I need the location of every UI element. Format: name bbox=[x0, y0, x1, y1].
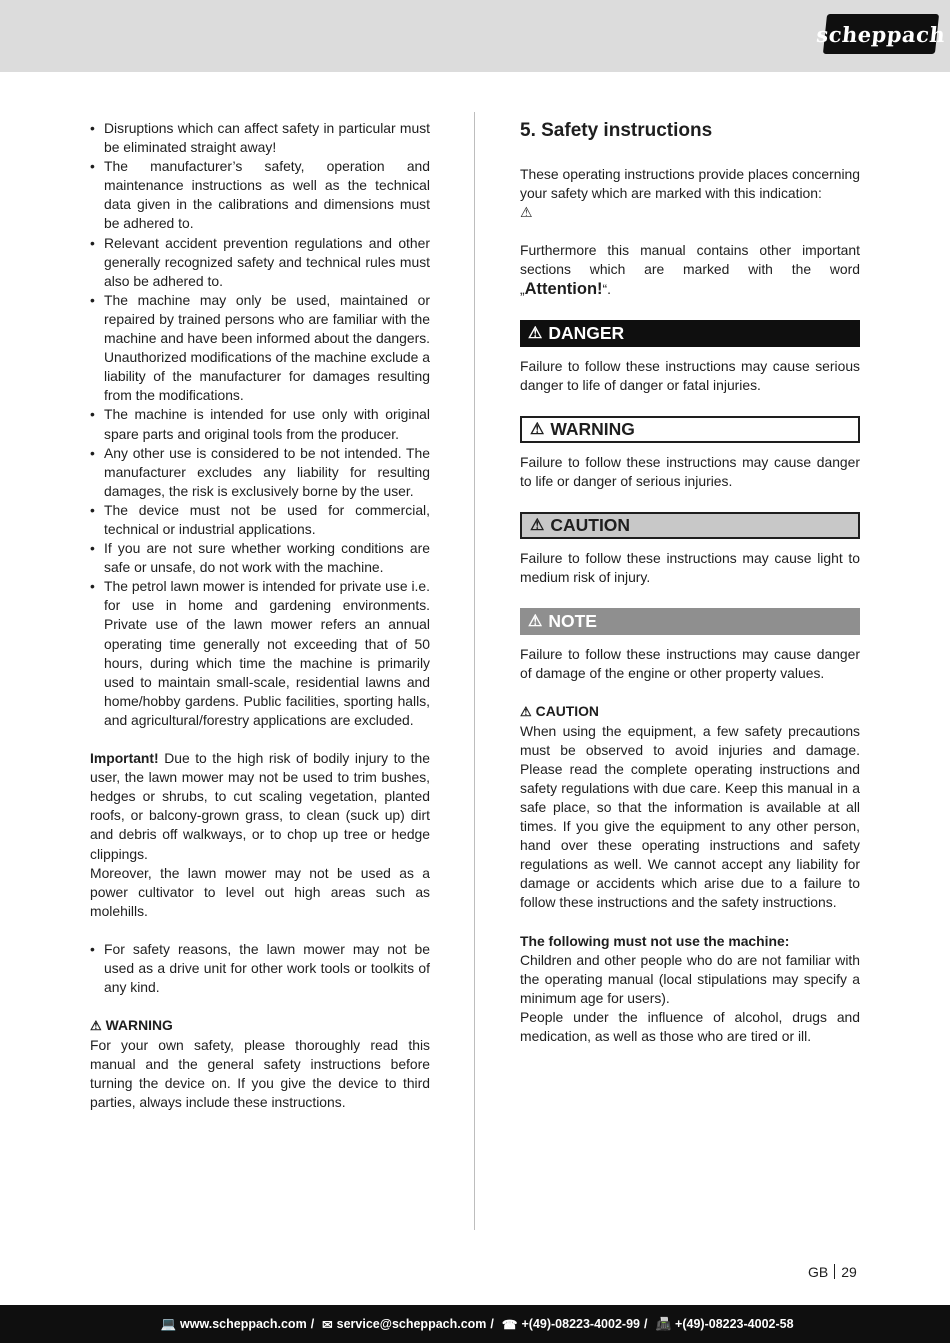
warning-text: Failure to follow these instructions may cause danger to life or danger of serious injuries. bbox=[520, 453, 860, 489]
important-text: Due to the high risk of bodily injury to the user, the lawn mower may not be used to trim bushes, hedges or shrubs, to cut scaling vegetation, planted roofs, or balcony-grown grass, to clean (suck up) dirt and debris off walkways, or to chop up tree or hedge clippings. bbox=[90, 750, 430, 862]
list-item: • Relevant accident prevention regulations and other generally recognized safety and technical rules must also be adhered to. bbox=[90, 234, 430, 291]
warning-text: For your own safety, please thoroughly read this manual and the general safety instructions before turning the device on. If you give the device to third parties, always include these instructions. bbox=[90, 1036, 430, 1110]
note-text: Failure to follow these instructions may cause danger of damage of the engine or other property values. bbox=[520, 646, 860, 682]
caution-paragraph: When using the equipment, a few safety precautions must be observed to avoid injuries and damage. Please read the complete operating instructions and safety regulations with due care. Keep this manual in a safe place, so that the information is available at all times. If you give the equipment to any other person, hand over these operating instructions and safety regulations as well. We cannot accept any liability for damage or accidents which arise due to a failure to follow these instructions and the safety instructions. bbox=[520, 722, 860, 911]
footer-separator: / bbox=[310, 1317, 315, 1331]
moreover-paragraph: Moreover, the lawn mower may not be used as a power cultivator to level out high areas such as molehills. bbox=[90, 864, 430, 919]
caution-box bbox=[520, 512, 860, 539]
danger-box bbox=[520, 320, 860, 347]
intro-paragraph bbox=[520, 165, 860, 222]
list-item: • If you are not sure whether working conditions are safe or unsafe, do not work with the machine. bbox=[90, 539, 430, 577]
warning-triangle-icon: ⚠ bbox=[520, 704, 532, 720]
footer-phone: +(49)-08223-4002-99 bbox=[521, 1317, 640, 1331]
warning-triangle-icon: ⚠ bbox=[528, 613, 543, 631]
important-paragraph bbox=[90, 749, 430, 864]
attention-word: Attention! bbox=[524, 279, 603, 298]
list-item: • The petrol lawn mower is intended for private use i.e. for use in home and gardening environments. Private use of the lawn mower refers an annual operating time generally not exceeding that of 50 hours, during which time the machine is primarily used to maintain small-scale, residential lawns and home/hobby gardens. Public facilities, sporting halls, and agricultural/forestry applications are excluded. bbox=[90, 577, 430, 730]
important-label: Important! bbox=[90, 750, 159, 767]
bullet-list-2 bbox=[90, 940, 430, 997]
list-item: • The manufacturer’s safety, operation and maintenance instructions as well as the technical data given in the calibrations and dimensions must be adhered to. bbox=[90, 157, 430, 233]
caution-label: CAUTION bbox=[550, 514, 631, 535]
warning-triangle-icon: ⚠ bbox=[530, 516, 545, 534]
phone-icon: ☎ bbox=[501, 1317, 518, 1332]
right-column bbox=[520, 119, 860, 1046]
column-divider bbox=[474, 112, 475, 1230]
warning-triangle-icon: ⚠ bbox=[90, 1018, 102, 1034]
danger-label: DANGER bbox=[548, 322, 625, 343]
footer-bar bbox=[0, 1305, 950, 1343]
footer-mail[interactable]: service@scheppach.com bbox=[336, 1317, 487, 1331]
page-number-value: 29 bbox=[841, 1264, 857, 1280]
warning-heading bbox=[90, 1016, 430, 1035]
list-item: • The device must not be used for commercial, technical or industrial applications. bbox=[90, 501, 430, 539]
attention-end: “. bbox=[602, 280, 612, 297]
footer-fax: +(49)-08223-4002-58 bbox=[675, 1317, 794, 1331]
page-number bbox=[808, 1264, 857, 1280]
bullet-list-1 bbox=[90, 119, 430, 730]
must-not-heading: The following must not use the machine: bbox=[520, 932, 790, 949]
list-item: • The machine is intended for use only with original spare parts and original tools from the producer. bbox=[90, 405, 430, 443]
section-title: 5. Safety instructions bbox=[520, 120, 713, 141]
warning-box bbox=[520, 416, 860, 443]
scheppach-logo: scheppach bbox=[823, 14, 939, 54]
footer-separator: / bbox=[490, 1317, 494, 1331]
warning-label: WARNING bbox=[105, 1017, 173, 1034]
attention-paragraph bbox=[520, 241, 860, 298]
fax-icon: 📠 bbox=[655, 1316, 672, 1331]
list-item: • Any other use is considered to be not intended. The manufacturer excludes any liability for resulting damages, the risk is exclusively borne by the user. bbox=[90, 444, 430, 501]
list-item: • For safety reasons, the lawn mower may not be used as a drive unit for other work tools or toolkits of any kind. bbox=[90, 940, 430, 997]
page-lang: GB bbox=[808, 1264, 829, 1280]
caution-heading-label: CAUTION bbox=[535, 703, 599, 720]
note-label: NOTE bbox=[548, 611, 597, 632]
footer-web[interactable]: www.scheppach.com bbox=[180, 1317, 307, 1331]
must-not-text-1: Children and other people who do are not familiar with the operating manual (local stipulations may specify a minimum age for users). bbox=[520, 951, 860, 1006]
computer-icon: 💻 bbox=[160, 1316, 177, 1331]
attention-text: Furthermore this manual contains other important sections which are marked with the word „ bbox=[520, 242, 860, 297]
warning-triangle-icon: ⚠ bbox=[528, 324, 543, 342]
warning-triangle-icon: ⚠ bbox=[530, 420, 545, 438]
warning-triangle-icon: ⚠ bbox=[520, 204, 533, 221]
header-bar bbox=[0, 0, 950, 72]
caution-text: Failure to follow these instructions may cause light to medium risk of injury. bbox=[520, 550, 860, 586]
note-box bbox=[520, 608, 860, 635]
list-item: • Disruptions which can affect safety in particular must be eliminated straight away! bbox=[90, 119, 430, 157]
footer-separator: / bbox=[643, 1317, 648, 1331]
list-item: • The machine may only be used, maintained or repaired by trained persons who are familiar with the machine and have been informed about the dangers. Unauthorized modifications of the machine exclude a liability of the manufacturer for damages resulting from the modifications. bbox=[90, 291, 430, 406]
mail-icon: ✉ bbox=[322, 1317, 333, 1332]
must-not-text-2: People under the influence of alcohol, drugs and medication, as well as those who are tired or ill. bbox=[520, 1008, 860, 1044]
left-column bbox=[90, 119, 430, 1112]
warning-label: WARNING bbox=[550, 418, 635, 439]
caution-heading bbox=[520, 702, 860, 721]
intro-text: These operating instructions provide places concerning your safety which are marked with this indication: bbox=[520, 166, 860, 202]
danger-text: Failure to follow these instructions may cause serious danger to life of danger or fatal injuries. bbox=[520, 357, 860, 393]
